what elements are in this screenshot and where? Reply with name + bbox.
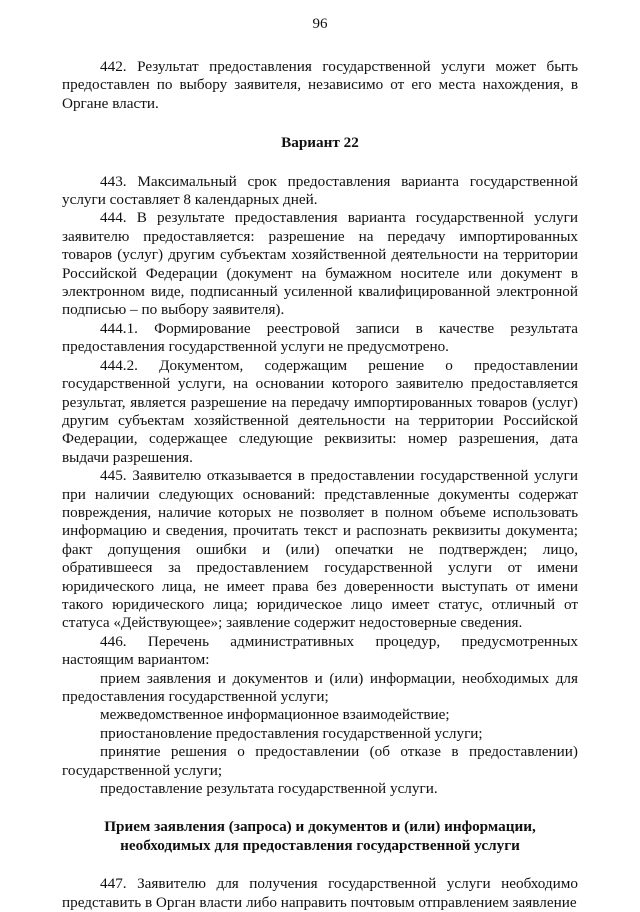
paragraph-444-2: 444.2. Документом, содержащим решение о предоставлении государственной услуги, на основании которого заявителю предоставляется результат, является разрешение на передачу импортированных товаров (услуг) другим субъектам хозяйственной деятельности на территории Российской Федерации, содержащее следующие реквизиты: номер разрешения, дата выдачи разрешения. [62, 356, 578, 466]
paragraph-446: 446. Перечень административных процедур, предусмотренных настоящим вариантом: [62, 632, 578, 669]
paragraph-447: 447. Заявителю для получения государственной услуги необходимо представить в Орган власти либо направить почтовым отправлением заявление [62, 875, 578, 911]
list-item: принятие решения о предоставлении (об отказе в предоставлении) государственной услуги; [62, 743, 578, 779]
page-number: 96 [312, 16, 328, 32]
paragraph-444-1: 444.1. Формирование реестровой записи в качестве результата предоставления государственной услуги не предусмотрено. [62, 319, 578, 356]
document-body [62, 58, 578, 912]
list-item: межведомственное информационное взаимодействие; [100, 706, 450, 724]
section-heading-line-1: Прием заявления (запроса) и документов и (или) информации, [104, 818, 536, 836]
paragraph-444: 444. В результате предоставления варианта государственной услуги заявителю предоставляется: разрешение на передачу импортированных товаров (услуг) другим субъектам хозяйственной деятельности на территории Российской Федерации (документ на бумажном носителе или документ в электронном виде, подписанный усиленной квалифицированной электронной подписью – по выбору заявителя). [62, 209, 578, 319]
list-item: прием заявления и документов и (или) информации, необходимых для предоставления государственной услуги; [62, 669, 578, 705]
variant-heading: Вариант 22 [281, 134, 359, 152]
paragraph-442: 442. Результат предоставления государственной услуги может быть предоставлен по выбору заявителя, независимо от его места нахождения, в Органе власти. [62, 58, 578, 112]
paragraph-443: 443. Максимальный срок предоставления варианта государственной услуги составляет 8 календарных дней. [62, 172, 578, 209]
list-item: предоставление результата государственной услуги. [100, 780, 438, 798]
section-heading-line-2: необходимых для предоставления государственной услуги [120, 836, 520, 854]
paragraph-445: 445. Заявителю отказывается в предоставлении государственной услуги при наличии следующих оснований: представленные документы содержат повреждения, наличие которых не позволяет в полном объеме использовать информацию и сведения, прочитать текст и распознать реквизиты документа; факт допущения ошибки и (или) опечатки не подтвержден; лицо, обратившееся за предоставлением государственной услуги от имени юридического лица, не имеет права без доверенности выступать от имени такого юридического лица; юридическое лицо имеет статус, отличный от статуса «Действующее»; заявление содержит недостоверные сведения. [62, 467, 578, 632]
list-item: приостановление предоставления государственной услуги; [100, 724, 483, 742]
